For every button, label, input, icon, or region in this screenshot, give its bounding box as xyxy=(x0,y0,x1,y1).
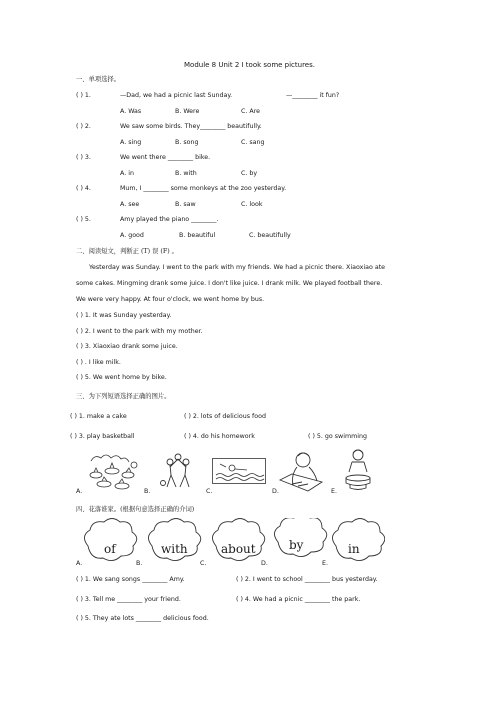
tf-item-4[interactable]: ( ) . I like milk. xyxy=(76,359,121,366)
pic-label-b: B. xyxy=(144,488,151,495)
tf-item-2[interactable]: ( ) 2. I went to the park with my mother. xyxy=(76,328,203,335)
passage-line-2: some cakes. Mingming drank some juice. I don't like juice. I drank milk. We played football there. xyxy=(76,280,383,287)
pic-label-c: C. xyxy=(206,488,213,495)
cloud-word-about: about xyxy=(221,542,256,556)
q1-opt-a[interactable]: A. Was xyxy=(120,108,142,115)
q5-paren: ( ) 5. xyxy=(76,216,91,223)
q4-opt-c[interactable]: C. look xyxy=(241,201,263,208)
homework-picture xyxy=(278,450,326,495)
match-4[interactable]: ( ) 4. do his homework xyxy=(184,433,255,440)
match-5[interactable]: ( ) 5. go swimming xyxy=(308,433,367,440)
cloud-word-with: with xyxy=(161,542,188,556)
pic-label-a: A. xyxy=(76,488,83,495)
q4-opt-b[interactable]: B. saw xyxy=(175,201,196,208)
passage-line-1: Yesterday was Sunday. I went to the park with my friends. We had a picnic there. Xiaoxiao ate xyxy=(89,264,386,271)
match-2[interactable]: ( ) 2. lots of delicious food xyxy=(184,413,266,420)
section-3-heading: 三、为下列短语选择正确的图片。 xyxy=(76,393,171,400)
section-2-heading: 二、阅读短文，判断正 (T) 误 (F) 。 xyxy=(76,248,178,255)
q1-opt-c[interactable]: C. Are xyxy=(241,108,261,115)
cloud-word-in: in xyxy=(348,542,360,556)
q3-paren: ( ) 3. xyxy=(76,154,91,161)
q5-text: Amy played the piano ________. xyxy=(120,216,219,223)
match-3[interactable]: ( ) 3. play basketball xyxy=(70,433,135,440)
section-1-heading: 一、单项选择。 xyxy=(76,76,121,83)
q2-opt-b[interactable]: B. song xyxy=(175,139,199,146)
q3-opt-b[interactable]: B. with xyxy=(175,170,197,177)
q2-paren: ( ) 2. xyxy=(76,123,91,130)
q3-opt-c[interactable]: C. by xyxy=(241,170,258,177)
cloud-word-of: of xyxy=(104,542,116,556)
cloud-word-by: by xyxy=(289,538,304,552)
q1-text2: —________ it fun? xyxy=(286,92,340,99)
pic-label-d: D. xyxy=(272,488,279,495)
prep-item-4[interactable]: ( ) 4. We had a picnic ________ the park. xyxy=(236,596,361,603)
tf-item-3[interactable]: ( ) 3. Xiaoxiao drank some juice. xyxy=(76,343,178,350)
q4-opt-a[interactable]: A. see xyxy=(120,201,140,208)
q1-opt-b[interactable]: B. Were xyxy=(175,108,200,115)
q2-opt-c[interactable]: C. sang xyxy=(241,139,265,146)
q5-opt-c[interactable]: C. beautifully xyxy=(249,232,291,239)
cloud-label-a: A. xyxy=(76,560,83,567)
cloud-label-e: E. xyxy=(322,560,328,567)
cloud-label-b: B. xyxy=(136,560,143,567)
q3-text: We went there ________ bike. xyxy=(120,154,211,161)
prep-item-2[interactable]: ( ) 2. I went to school ________ bus yesterday. xyxy=(236,576,378,583)
q2-opt-a[interactable]: A. sing xyxy=(120,139,142,146)
section-4-heading: 四、花落谁家。(根据句意选择正确的介词) xyxy=(76,506,195,513)
tf-item-1[interactable]: ( ) 1. It was Sunday yesterday. xyxy=(76,312,172,319)
prep-item-1[interactable]: ( ) 1. We sang songs ________ Amy. xyxy=(76,576,185,583)
passage-line-3: We were very happy. At four o'clock, we went home by bus. xyxy=(76,296,265,303)
cloud-label-c: C. xyxy=(200,560,207,567)
picnic-food-picture xyxy=(86,451,141,493)
q2-text: We saw some birds. They________ beautifully. xyxy=(120,123,262,130)
q3-opt-a[interactable]: A. in xyxy=(120,170,134,177)
q4-text: Mum, I ________ some monkeys at the zoo yesterday. xyxy=(120,185,287,192)
basketball-picture xyxy=(157,453,199,493)
q1-text: —Dad, we had a picnic last Sunday. xyxy=(120,92,233,99)
tf-item-5[interactable]: ( ) 5. We went home by bike. xyxy=(76,374,167,381)
prep-item-3[interactable]: ( ) 3. Tell me ________ your friend. xyxy=(76,596,181,603)
match-1[interactable]: ( ) 1. make a cake xyxy=(70,413,127,420)
prep-item-5[interactable]: ( ) 5. They ate lots ________ delicious food. xyxy=(76,615,209,622)
q5-opt-a[interactable]: A. good xyxy=(120,232,144,239)
pic-label-e: E. xyxy=(331,488,337,495)
swimming-picture xyxy=(212,458,266,484)
q1-paren: ( ) 1. xyxy=(76,92,91,99)
cloud-label-d: D. xyxy=(261,560,268,567)
q4-paren: ( ) 4. xyxy=(76,185,91,192)
page-title: Module 8 Unit 2 I took some pictures. xyxy=(184,61,315,69)
make-cake-picture xyxy=(340,448,376,492)
q5-opt-b[interactable]: B. beautiful xyxy=(179,232,216,239)
